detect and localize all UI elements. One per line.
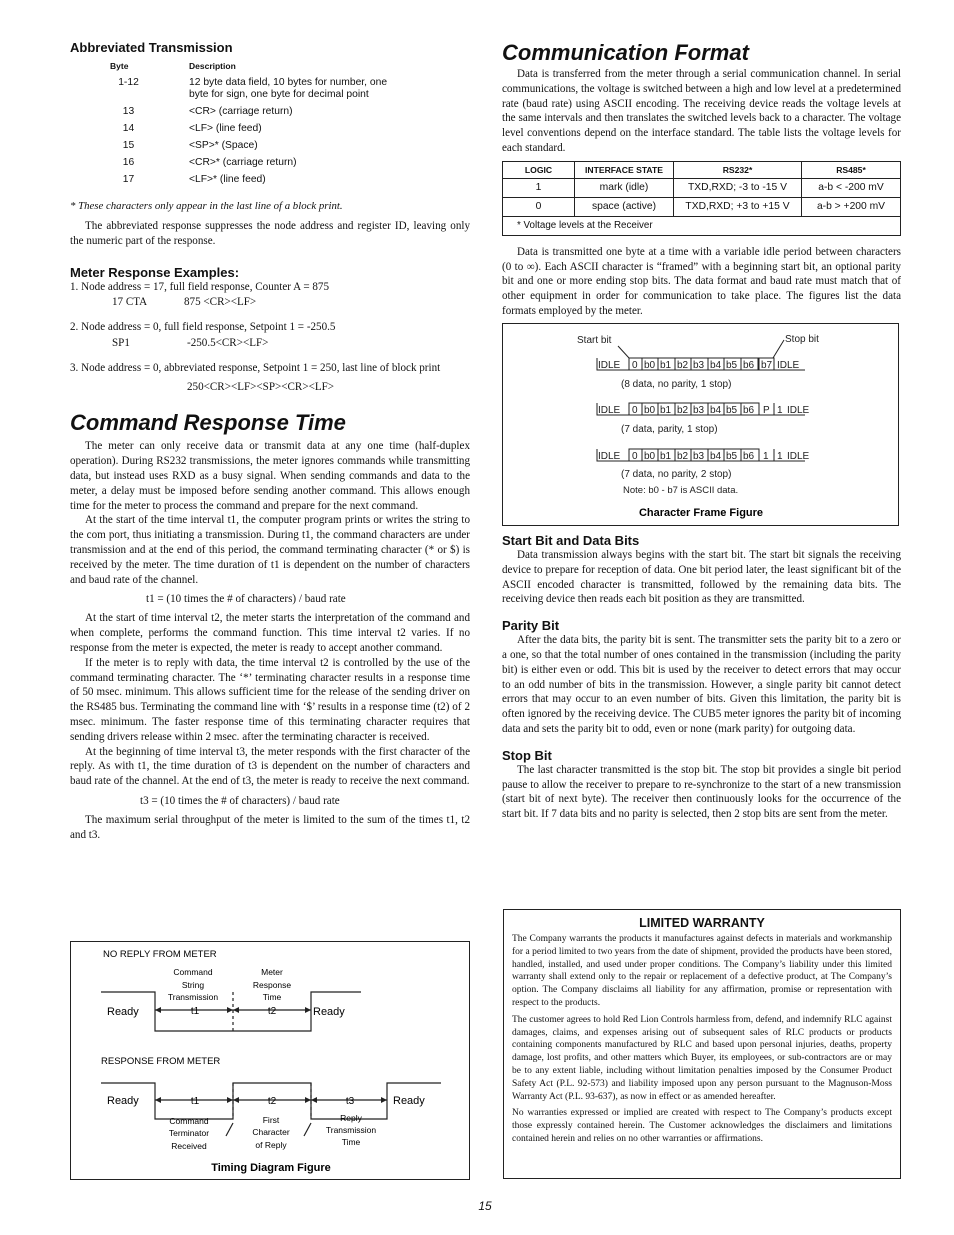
data-bit: b6 [743, 451, 755, 462]
stop-bit-label: Stop bit [785, 334, 819, 345]
idle-label: IDLE [777, 360, 800, 371]
cmd-term-1: Command [169, 1116, 209, 1126]
start-bit-label: Start bit [577, 335, 612, 346]
example-2-detail: SP1 -250.5<CR><LF> [112, 336, 269, 349]
warranty-title: LIMITED WARRANTY [639, 916, 765, 930]
data-bit: b4 [710, 360, 722, 371]
cmd-term-2: Terminator [168, 1128, 210, 1138]
comm-title: Communication Format [502, 40, 749, 65]
start-bit-title: Start Bit and Data Bits [502, 533, 640, 548]
col-rs485: RS485* [802, 161, 901, 178]
table-row: 15 <SP>* (Space) [122, 140, 258, 151]
cmd-string-2: String [181, 980, 205, 990]
example-1-detail: 17 CTA 875 <CR><LF> [112, 296, 257, 309]
abbreviated-table [98, 61, 419, 191]
example-2: 2. Node address = 0, full field response, Setpoint 1 = -250.5 [70, 321, 336, 334]
reply-tx-2: Transmission [325, 1125, 377, 1135]
data-bit: b3 [693, 405, 705, 416]
data-bit: b2 [677, 360, 689, 371]
crt-paragraph-2: At the start of the time interval t1, the computer program prints or writes the string to the com port, thus initiating a transmission. During t1, the command characters are under transmission and at the end of this period, the command terminating character (* or $) is received by the meter. The time duration of t1 is dependent on the number of characters and baud rate of the channel. [70, 514, 470, 586]
data-bit: b1 [660, 451, 672, 462]
table-row: 17 <LF>* (line feed) [122, 174, 266, 185]
first-char-2: Character [252, 1127, 290, 1137]
start-zero: 0 [632, 405, 638, 416]
t1-label: t1 [190, 1006, 200, 1017]
warranty-paragraph-1: The Company warrants the products it manufactures against defects in materials and workmanship for a period limited to two years from the date of shipment, provided the products have been stored, handled, installed, and used under proper conditions. The Company’s liability under this limited warranty shall extend only to the repair or replacement of a defective product, at The Company’s option. The Company disclaims all liability for any affirmation, promise or representation with respect to the products. [512, 934, 892, 1008]
ready-label: Ready [107, 1006, 139, 1018]
timing-diagram [70, 941, 470, 1180]
abbreviated-title: Abbreviated Transmission [70, 40, 233, 55]
data-bit: b6 [743, 360, 755, 371]
stop-bit-title: Stop Bit [502, 747, 552, 763]
comm-paragraph-2: Data is transmitted one byte at a time with a variable idle period between characters (0 to ∞). Each ASCII character is “framed” with a beginning start bit, an optional parity bit and one or more ending stop bits. The data format and baud rate must match that of other equipment in order for communication to take place. The figures list the data formats employed by the meter. [502, 245, 901, 317]
data-bit: b5 [726, 451, 738, 462]
crt-title: Command Response Time [70, 410, 346, 436]
no-reply-label: NO REPLY FROM METER [103, 949, 217, 960]
meter-resp-1: Meter [261, 967, 283, 977]
t2-label: t2 [267, 1096, 277, 1107]
abbreviated-footnote: * These characters only appear in the last line of a block print. [70, 200, 343, 212]
start-zero: 0 [632, 360, 638, 371]
abbreviated-paragraph: The abbreviated response suppresses the node address and register ID, leaving only the numeric part of the response. [70, 220, 470, 247]
data-bit: b3 [693, 360, 705, 371]
frame-caption: Character Frame Figure [638, 507, 764, 519]
t3-label: t3 [345, 1096, 355, 1107]
timing-caption: Timing Diagram Figure [211, 1162, 331, 1174]
crt-paragraph-1: The meter can only receive data or transmit data at any one time (half-duplex operation). During RS232 transmissions, the meter ignores commands while transmitting data, but instead uses RXD as a busy signal. When sending commands and data to the meter, a delay must be imposed before sending another command. This allows enough time for the meter to process the command and prepare for the next command. [70, 440, 470, 512]
data-bit: b4 [710, 451, 722, 462]
table-row: 1 mark (idle) TXD,RXD; -3 to -15 V a-b < -200 mV [503, 178, 901, 197]
page-number: 15 [478, 1199, 492, 1213]
table-row: 1-12 12 byte data field, 10 bytes for number, one byte for sign, one byte for decimal point [118, 77, 388, 100]
t2-label: t2 [267, 1006, 277, 1017]
col-desc: Description [189, 61, 236, 71]
data-bit: b2 [677, 451, 689, 462]
crt-formula-1: t1 = (10 times the # of characters) / baud rate [146, 593, 346, 606]
data-bit: b7 [761, 360, 773, 371]
col-byte: Byte [110, 61, 129, 71]
ready-label: Ready [393, 1095, 425, 1107]
data-bit: b4 [710, 405, 722, 416]
cmd-string-1: Command [173, 967, 213, 977]
start-bit-paragraph: Data transmission always begins with the start bit. The start bit signals the receiving device to prepare for reception of data. One bit period later, the least significant bit of the ASCII encoded character is transmitted, followed by the remaining data bits. The receiving device then reads each bit position as they are transmitted. [502, 549, 901, 606]
data-bit: b0 [644, 451, 656, 462]
stop-one: 1 [777, 405, 783, 416]
meter-resp-3: Time [262, 992, 282, 1002]
frame-label-3: (7 data, no parity, 2 stop) [621, 469, 732, 480]
col-interface-state: INTERFACE STATE [575, 161, 674, 178]
parity-paragraph: After the data bits, the parity bit is sent. The transmitter sets the parity bit to a zero or a one, so that the total number of ones contained in the transmission (including the parity bit) is either even or odd. This bit is used by the receiver to detect errors that may occur to an odd number of bits in the transmission. However, a single parity bit cannot detect errors that may occur to an even number of bits. Given this limitation, the parity bit is often ignored by the receiving device. The CUB5 meter ignores the parity bit of incoming data and sets the parity bit to odd, even or none (mark parity) for outgoing data. [502, 634, 901, 735]
cmd-term-3: Received [171, 1141, 207, 1151]
stop-one: 1 [763, 451, 769, 462]
data-bit: b1 [660, 360, 672, 371]
example-3-detail: 250<CR><LF><SP><CR><LF> [187, 380, 335, 393]
cmd-string-3: Transmission [167, 992, 219, 1002]
response-label: RESPONSE FROM METER [101, 1056, 221, 1067]
data-bit: b5 [726, 405, 738, 416]
ready-label: Ready [313, 1006, 345, 1018]
crt-paragraph-5: At the beginning of time interval t3, the meter responds with the first character of the reply. As with t1, the time duration of t3 is dependent on the number of characters and baud rate of the channel. At the end of t3, the meter is ready to receive the next command. [70, 745, 470, 788]
data-bit: b2 [677, 405, 689, 416]
frame-label-2: (7 data, parity, 1 stop) [621, 424, 718, 435]
warranty-paragraph-3: No warranties expressed or implied are created with respect to The Company’s products except those expressly contained herein. The Customer acknowledges the disclaimers and limitations contained herein and relies on no other warranties or affirmations. [512, 1108, 892, 1144]
first-char-3: of Reply [255, 1140, 287, 1150]
table-row: 13 <CR> (carriage return) [122, 106, 293, 117]
voltage-table [502, 161, 901, 236]
frame-label-1: (8 data, no parity, 1 stop) [621, 379, 732, 390]
col-rs232: RS232* [674, 161, 802, 178]
table-row: * Voltage levels at the Receiver [503, 216, 901, 235]
timing-diagram-svg [71, 942, 471, 1181]
idle-label: IDLE [598, 360, 621, 371]
ready-label: Ready [107, 1095, 139, 1107]
t1-label: t1 [190, 1096, 200, 1107]
reply-tx-3: Time [341, 1137, 361, 1147]
idle-label: IDLE [598, 405, 621, 416]
crt-paragraph-4: If the meter is to reply with data, the time interval t2 is controlled by the use of the command terminating character. The ‘*’ terminating character results in a response time of 50 msec. minimum. This allows sufficient time for the release of the sending driver on the RS485 bus. Terminating the command line with ‘$’ results in a response time (t2) of 2 msec. minimum. The faster response time of this terminating character requires that sending drivers release within 2 msec. after the terminating character is received. [70, 656, 470, 743]
data-bit: b1 [660, 405, 672, 416]
data-bit: b5 [726, 360, 738, 371]
reply-tx-1: Reply [340, 1113, 362, 1123]
stop-bit-paragraph: The last character transmitted is the stop bit. The stop bit provides a single bit period pause to allow the receiver to prepare to re-synchronize to the start of a new transmission (start bit of next byte). The receiver then continuously looks for the occurrence of the start bit. If 7 data bits and no parity is selected, then 2 stop bits are sent from the meter. [502, 763, 901, 821]
data-bit: b0 [644, 405, 656, 416]
data-bit: b0 [644, 360, 656, 371]
examples-title: Meter Response Examples: [70, 264, 240, 280]
parity-title: Parity Bit [502, 618, 560, 634]
idle-label: IDLE [787, 405, 810, 416]
idle-label: IDLE [787, 451, 810, 462]
idle-label: IDLE [598, 451, 621, 462]
data-bit: b3 [693, 451, 705, 462]
data-bit: b6 [743, 405, 755, 416]
example-3: 3. Node address = 0, abbreviated response, Setpoint 1 = 250, last line of block print [70, 361, 441, 374]
meter-resp-2: Response [252, 980, 292, 990]
left-column [70, 40, 470, 843]
parity-bit: P [763, 405, 770, 416]
table-row: 14 <LF> (line feed) [122, 123, 262, 134]
col-logic: LOGIC [503, 161, 575, 178]
comm-paragraph-1: Data is transferred from the meter through a serial communication channel. In serial communications, the voltage is switched between a high and low level at a predetermined rate (baud rate) using ASCII encoding. The receiving device reads the voltage levels at the same intervals and then translates the switched levels back to a character. The voltage level conventions depend on the interface standard. The table lists the voltage levels for each standard. [502, 68, 901, 154]
character-frame-figure [502, 323, 899, 526]
table-row: 16 <CR>* (carriage return) [122, 157, 297, 168]
crt-formula-3: t3 = (10 times the # of characters) / baud rate [140, 794, 340, 807]
right-column-lower [502, 533, 901, 822]
start-zero: 0 [632, 451, 638, 462]
crt-paragraph-3: At the start of time interval t2, the meter starts the interpretation of the command and when complete, performs the command function. This time interval t2 varies. If no response from the meter is expected, the meter is ready to accept another command. [70, 612, 470, 654]
crt-paragraph-6: The maximum serial throughput of the meter is limited to the sum of the times t1, t2 and t3. [70, 813, 470, 841]
warranty-paragraph-2: The customer agrees to hold Red Lion Controls harmless from, defend, and indemnify RLC against damages, claims, and expenses arising out of subsequent sales of RLC products or products containing components manufactured by RLC and based upon personal injuries, deaths, property damage, lost profits, and other matters which Buyer, its employees, or sub-contractors are or may be to any extent liable, including without limitation penalties imposed by the Consumer Product Safety Act (P.L. 92-573) and liability imposed upon any person pursuant to the Magnuson-Moss Warranty Act (P.L. 93-637), as now in effect or as amended hereafter. [512, 1014, 892, 1102]
right-column [502, 40, 901, 319]
stop-one: 1 [777, 451, 783, 462]
example-1: 1. Node address = 17, full field response, Counter A = 875 [70, 280, 330, 293]
warranty-box [503, 909, 901, 1179]
frame-note: Note: b0 - b7 is ASCII data. [623, 485, 739, 496]
first-char-1: First [262, 1115, 280, 1125]
table-row: 0 space (active) TXD,RXD; +3 to +15 V a-b > +200 mV [503, 197, 901, 216]
